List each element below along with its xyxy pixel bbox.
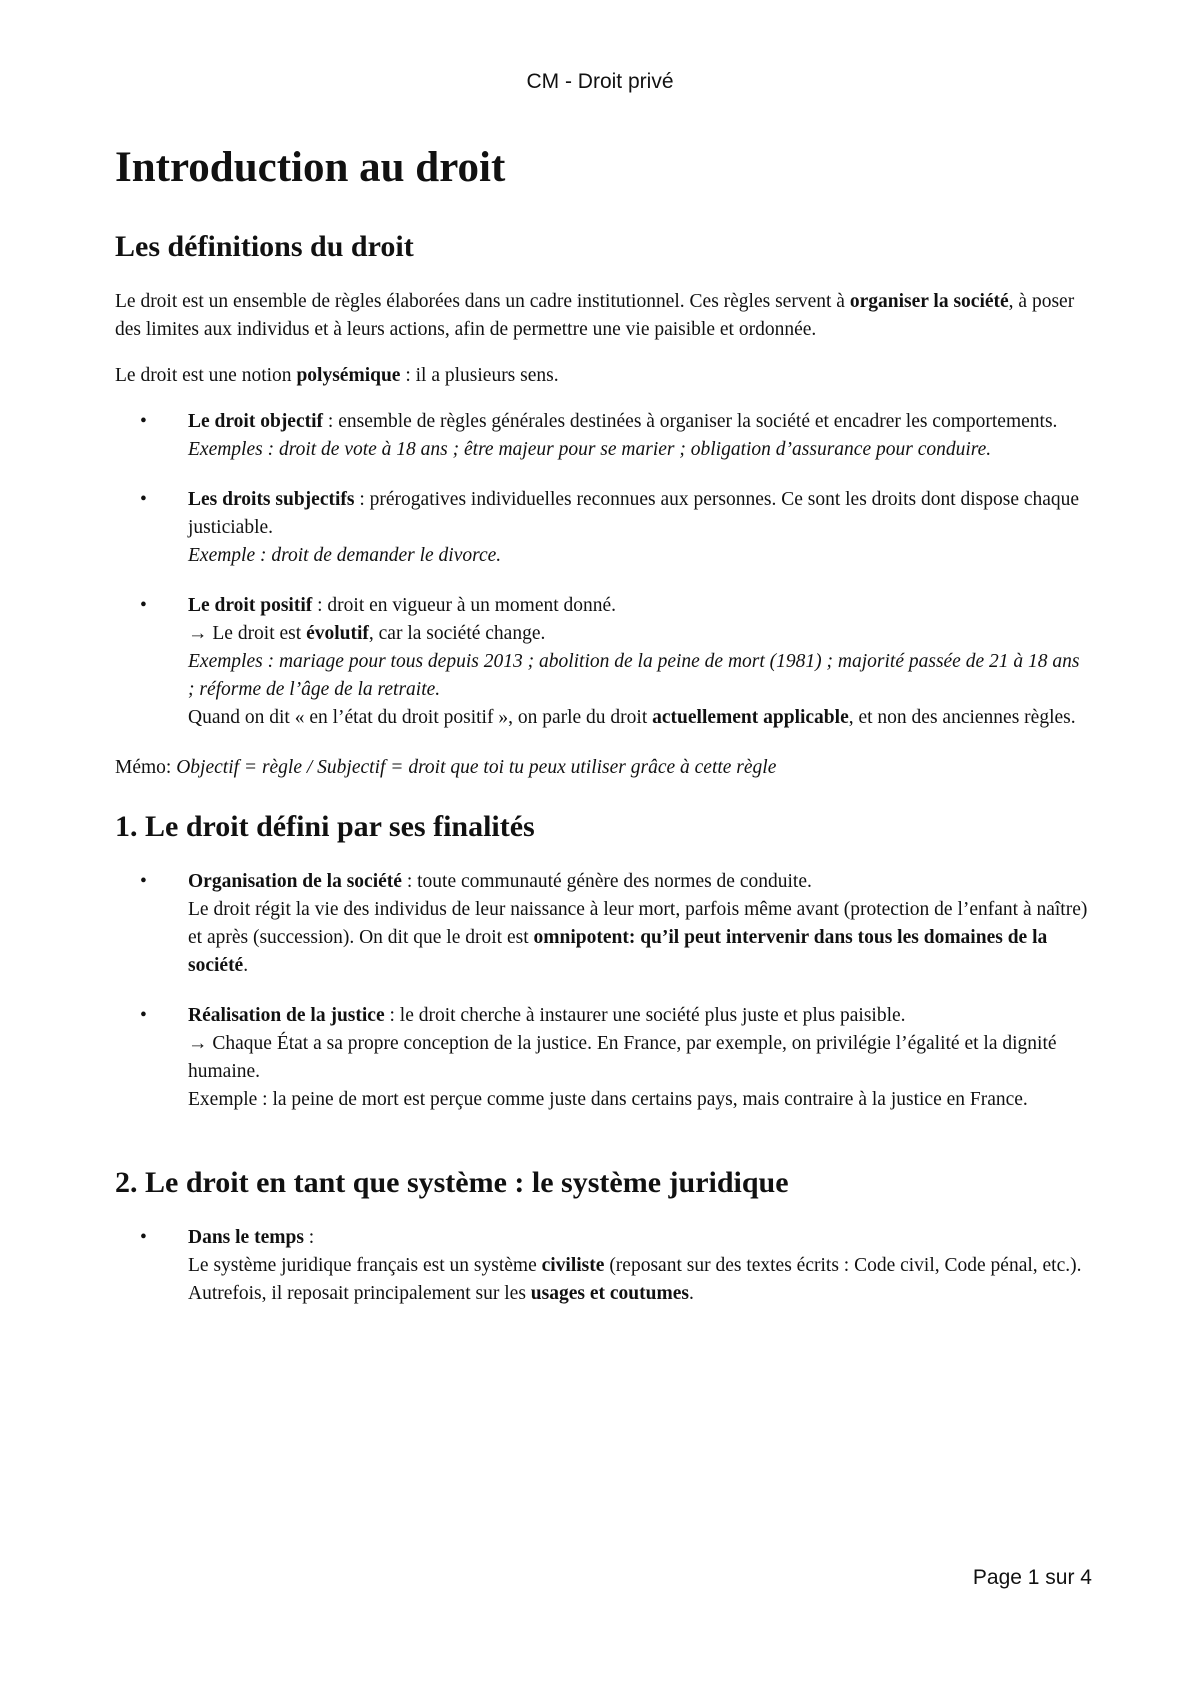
emphasis-polysemique: polysémique — [296, 365, 401, 386]
page-number: Page 1 sur 4 — [972, 1566, 1092, 1589]
list-item-droit-positif: • Le droit positif : droit en vigueur à un moment donné. → Le droit est évolutif, car la société change. Exemples : mariage pour tous depuis 2013 ; abolition de la peine de mort (1981) ; majorité passée de 21 à 18 ans ; réforme de l’âge de la retraite. Quand on dit « en l’état du droit positif », on parle du droit actuellement applicable, et non des anciennes règles. — [115, 592, 1090, 732]
bullet-icon: • — [140, 871, 147, 892]
example-droit-positif: Exemples : mariage pour tous depuis 2013 ; abolition de la peine de mort (1981) ; majorité passée de 21 à 18 ans ; réforme de l’âge de la retraite. — [188, 651, 1080, 700]
section-heading-finalites: 1. Le droit défini par ses finalités — [115, 810, 535, 843]
list-item-droit-objectif: • Le droit objectif : ensemble de règles générales destinées à organiser la société et encadrer les comportements. Exemples : droit de vote à 18 ans ; être majeur pour se marier ; obligation d’assurance pour conduire. — [115, 408, 1090, 464]
term-droit-positif: Le droit positif — [188, 595, 313, 616]
emphasis-civiliste: civiliste — [541, 1255, 605, 1276]
finalites-list — [115, 868, 1090, 1114]
bullet-icon: • — [140, 489, 147, 510]
emphasis-omnipotent: omnipotent: qu’il peut intervenir dans tous les domaines de la société — [188, 927, 1048, 976]
term-justice: Réalisation de la justice — [188, 1005, 385, 1026]
example-droit-objectif: Exemples : droit de vote à 18 ans ; être majeur pour se marier ; obligation d’assurance pour conduire. — [188, 439, 992, 460]
bullet-icon: • — [140, 1005, 147, 1026]
arrow-note-justice: → Chaque État a sa propre conception de la justice. En France, par exemple, on privilégie l’égalité et la dignité humaine. — [188, 1033, 1057, 1082]
bullet-icon: • — [140, 595, 147, 616]
page-content — [115, 142, 1090, 1330]
term-droits-subjectifs: Les droits subjectifs — [188, 489, 355, 510]
term-organisation: Organisation de la société — [188, 871, 402, 892]
example-justice: Exemple : la peine de mort est perçue comme juste dans certains pays, mais contraire à la justice en France. — [188, 1089, 1028, 1110]
memo-text: Objectif = règle / Subjectif = droit que toi tu peux utiliser grâce à cette règle — [176, 757, 777, 778]
list-item-droits-subjectifs: • Les droits subjectifs : prérogatives individuelles reconnues aux personnes. Ce sont les droits dont dispose chaque justiciable. Exemple : droit de demander le divorce. — [115, 486, 1090, 570]
example-droits-subjectifs: Exemple : droit de demander le divorce. — [188, 545, 502, 566]
list-item-temps: • Dans le temps : Le système juridique français est un système civiliste (reposant sur des textes écrits : Code civil, Code pénal, etc.). Autrefois, il reposait principalement sur les usages et coutumes. — [115, 1224, 1090, 1308]
document-title: Introduction au droit — [115, 144, 506, 191]
emphasis-usages: usages et coutumes — [530, 1283, 689, 1304]
emphasis-organiser: organiser la société — [849, 291, 1009, 312]
memo-line: Mémo: Objectif = règle / Subjectif = droit que toi tu peux utiliser grâce à cette règle — [115, 757, 777, 778]
running-header: CM - Droit privé — [526, 70, 674, 93]
section-heading-systeme: 2. Le droit en tant que système : le système juridique — [115, 1166, 789, 1199]
systeme-list — [115, 1224, 1090, 1308]
emphasis-applicable: actuellement applicable — [652, 707, 849, 728]
list-item-organisation: • Organisation de la société : toute communauté génère des normes de conduite. Le droit régit la vie des individus de leur naissance à leur mort, parfois même avant (protection de l’enfant à naître) et après (succession). On dit que le droit est omnipotent: qu’il peut intervenir dans tous les domaines de la société. — [115, 868, 1090, 980]
bullet-icon: • — [140, 1227, 147, 1248]
paragraph-definition: Le droit est un ensemble de règles élaborées dans un cadre institutionnel. Ces règles servent à organiser la société, à poser des limites aux individus et à leurs actions, afin de permettre une vie paisible et ordonnée. — [115, 291, 1075, 340]
paragraph-polysemique: Le droit est une notion polysémique : il a plusieurs sens. — [115, 365, 559, 386]
section-heading-definitions: Les définitions du droit — [115, 230, 414, 263]
term-temps: Dans le temps — [188, 1227, 304, 1248]
list-item-justice: • Réalisation de la justice : le droit cherche à instaurer une société plus juste et plus paisible. → Chaque État a sa propre conception de la justice. En France, par exemple, on privilégie l’égalité et la dignité humaine. Exemple : la peine de mort est perçue comme juste dans certains pays, mais contraire à la justice en France. — [115, 1002, 1090, 1114]
term-droit-objectif: Le droit objectif — [188, 411, 324, 432]
emphasis-evolutif: évolutif — [306, 623, 369, 644]
definitions-list — [115, 408, 1090, 732]
bullet-icon: • — [140, 411, 147, 432]
